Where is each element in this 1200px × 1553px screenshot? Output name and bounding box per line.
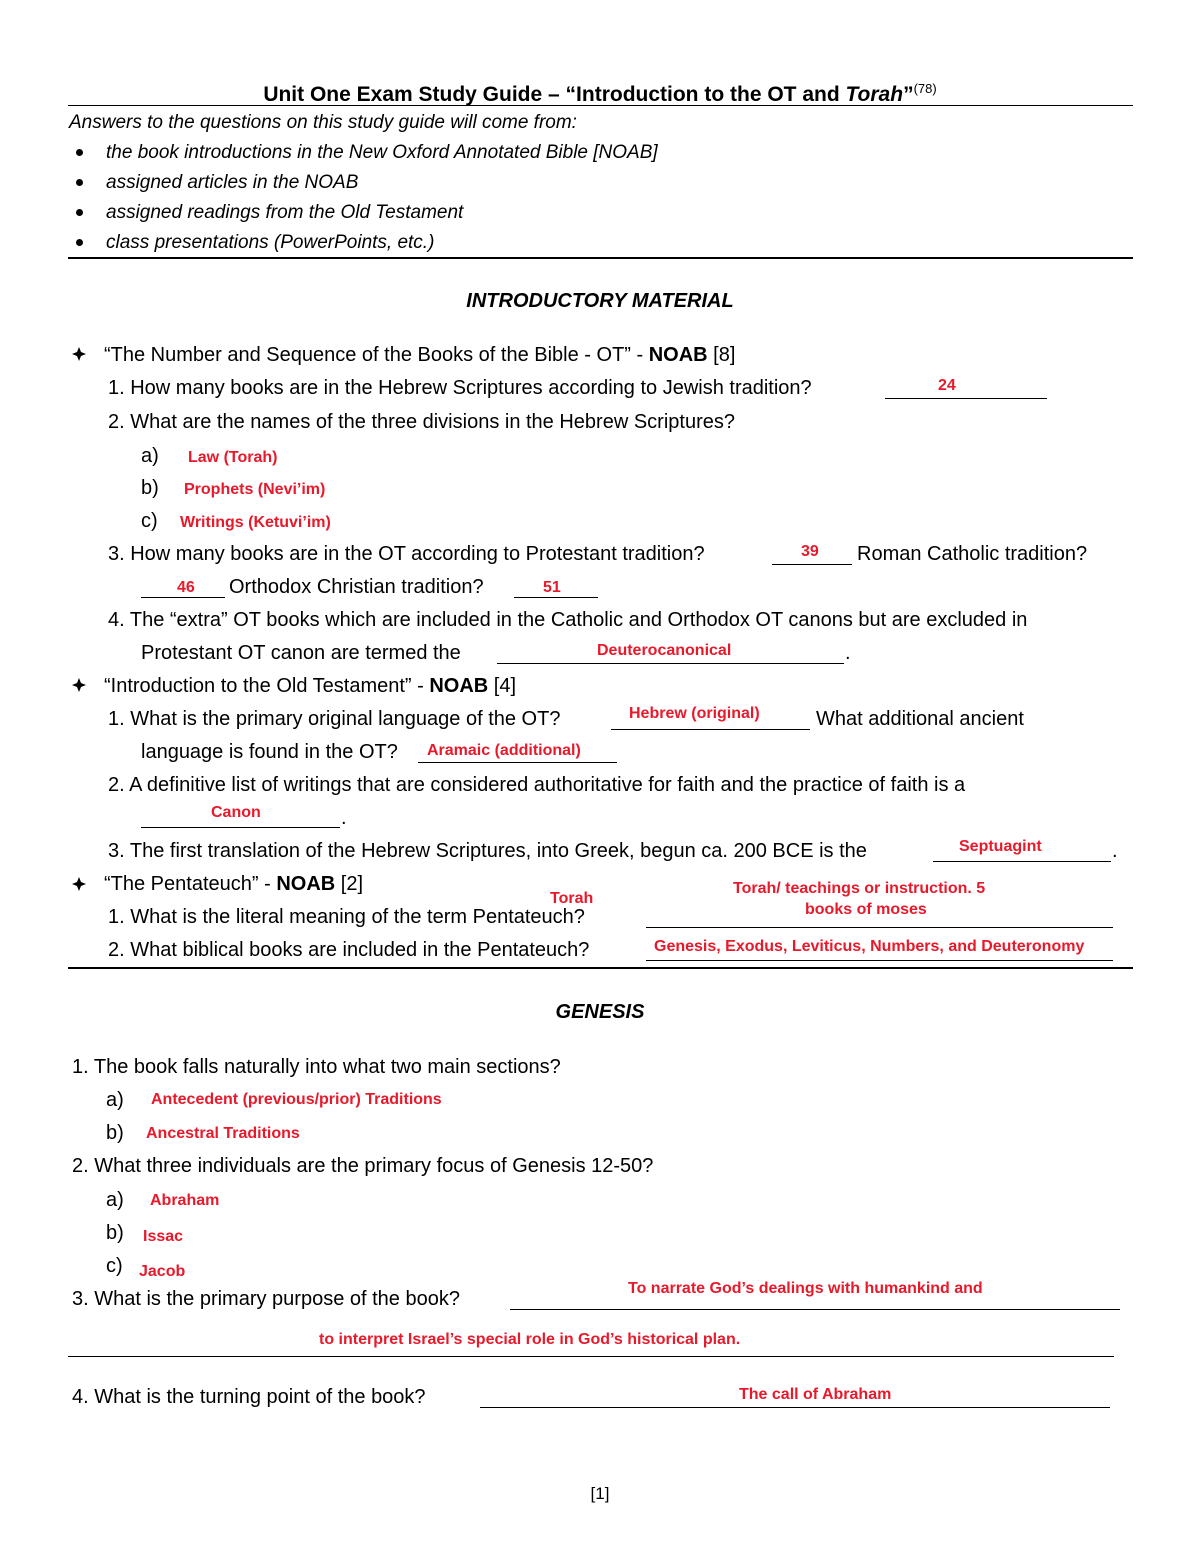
section-heading-introductory: INTRODUCTORY MATERIAL — [466, 290, 734, 312]
punctuation: . — [845, 642, 851, 664]
question-text: language is found in the OT? — [141, 741, 398, 763]
answer-text: Hebrew (original) — [629, 705, 760, 722]
bullet-icon — [76, 179, 83, 186]
answer-text: Torah/ teachings or instruction. 5 — [733, 880, 986, 897]
question-text: 4. The “extra” OT books which are included in the Catholic and Orthodox OT canons but are excluded in — [108, 609, 1028, 631]
answer-text: 39 — [801, 543, 819, 560]
punctuation: . — [1112, 840, 1118, 862]
answer-text: Septuagint — [959, 838, 1042, 855]
subsection-title: “The Number and Sequence of the Books of the Bible - OT” - NOAB [8] — [104, 344, 736, 366]
question-text: 2. A definitive list of writings that are considered authoritative for faith and the practice of faith is a — [108, 774, 966, 796]
answer-line — [646, 960, 1113, 961]
choice-label: b) — [106, 1122, 124, 1144]
question-text: Protestant OT canon are termed the — [141, 642, 461, 664]
answer-text: Ancestral Traditions — [146, 1125, 300, 1142]
answer-text: 24 — [938, 377, 956, 394]
answer-text: Abraham — [150, 1192, 220, 1209]
diamond-bullet-icon — [72, 347, 86, 361]
source-item: class presentations (PowerPoints, etc.) — [106, 232, 435, 253]
source-item: assigned readings from the Old Testament — [106, 202, 464, 223]
answer-text: 51 — [543, 579, 561, 596]
question-text: 3. The first translation of the Hebrew Scriptures, into Greek, begun ca. 200 BCE is the — [108, 840, 867, 862]
question-text: 4. What is the turning point of the book? — [72, 1386, 426, 1408]
subsection-title: “Introduction to the Old Testament” - NOAB [4] — [104, 675, 517, 697]
intro-lead: Answers to the questions on this study guide will come from: — [69, 112, 577, 133]
question-text: Roman Catholic tradition? — [857, 543, 1088, 565]
answer-line — [480, 1407, 1110, 1408]
subsection-title: “The Pentateuch” - NOAB [2] — [104, 873, 364, 895]
question-text: 1. What is the primary original language of the OT? — [108, 708, 561, 730]
answer-text: Jacob — [139, 1263, 186, 1280]
answer-text: To narrate God’s dealings with humankind and — [628, 1280, 983, 1297]
answer-text: to interpret Israel’s special role in God’s historical plan. — [319, 1331, 741, 1348]
page-number: [1] — [590, 1484, 610, 1503]
punctuation: . — [341, 807, 347, 829]
intro-rule — [68, 257, 1133, 259]
question-text: What additional ancient — [816, 708, 1024, 730]
choice-label: b) — [141, 477, 159, 499]
answer-text: Writings (Ketuvi’im) — [180, 514, 331, 531]
source-item: the book introductions in the New Oxford Annotated Bible [NOAB] — [106, 142, 658, 163]
answer-text: Issac — [143, 1228, 184, 1245]
choice-label: b) — [106, 1222, 124, 1244]
diamond-bullet-icon — [72, 877, 86, 891]
answer-text: Aramaic (additional) — [427, 742, 581, 759]
answer-text: Genesis, Exodus, Leviticus, Numbers, and Deuteronomy — [654, 938, 1085, 955]
answer-text: Antecedent (previous/prior) Traditions — [151, 1091, 442, 1108]
section-heading-genesis: GENESIS — [555, 1001, 645, 1023]
answer-text: books of moses — [805, 901, 927, 918]
diamond-bullet-icon — [72, 678, 86, 692]
answer-text: Deuterocanonical — [597, 642, 732, 659]
choice-label: a) — [106, 1089, 124, 1111]
answer-line — [510, 1309, 1120, 1310]
page-title: Unit One Exam Study Guide – “Introduction to the OT and Torah”$^{(78)}$ — [263, 81, 937, 106]
bullet-icon — [76, 149, 83, 156]
choice-label: c) — [106, 1255, 123, 1277]
answer-text: Canon — [211, 804, 261, 821]
choice-label: a) — [106, 1189, 124, 1211]
answer-line — [885, 398, 1047, 399]
answer-text: Law (Torah) — [188, 449, 278, 466]
choice-label: c) — [141, 510, 158, 532]
points-total: (78) — [913, 81, 937, 96]
question-text: 2. What three individuals are the primary focus of Genesis 12-50? — [72, 1155, 654, 1177]
answer-text: The call of Abraham — [739, 1386, 892, 1403]
choice-label: a) — [141, 445, 159, 467]
section-rule — [68, 967, 1133, 969]
answer-line — [497, 663, 844, 664]
question-text: 3. What is the primary purpose of the book? — [72, 1288, 460, 1310]
question-text: 2. What biblical books are included in the Pentateuch? — [108, 939, 590, 961]
question-text: 1. What is the literal meaning of the term Pentateuch? — [108, 906, 585, 928]
answer-text: Prophets (Nevi’im) — [184, 481, 326, 498]
answer-line — [933, 861, 1111, 862]
question-text: 2. What are the names of the three divisions in the Hebrew Scriptures? — [108, 411, 735, 433]
answer-line — [646, 927, 1113, 928]
bullet-icon — [76, 239, 83, 246]
question-text: 3. How many books are in the OT according to Protestant tradition? — [108, 543, 705, 565]
answer-text: 46 — [177, 579, 195, 596]
answer-line — [418, 762, 617, 763]
answer-line — [611, 729, 810, 730]
answer-line — [68, 1356, 1114, 1357]
title-rule — [68, 105, 1133, 106]
question-text: Orthodox Christian tradition? — [229, 576, 484, 598]
bullet-icon — [76, 209, 83, 216]
question-text: 1. The book falls naturally into what two main sections? — [72, 1056, 561, 1078]
question-text: 1. How many books are in the Hebrew Scriptures according to Jewish tradition? — [108, 377, 812, 399]
answer-line — [772, 564, 852, 565]
source-item: assigned articles in the NOAB — [106, 172, 359, 193]
answer-line — [141, 827, 340, 828]
answer-text: Torah — [550, 890, 594, 907]
